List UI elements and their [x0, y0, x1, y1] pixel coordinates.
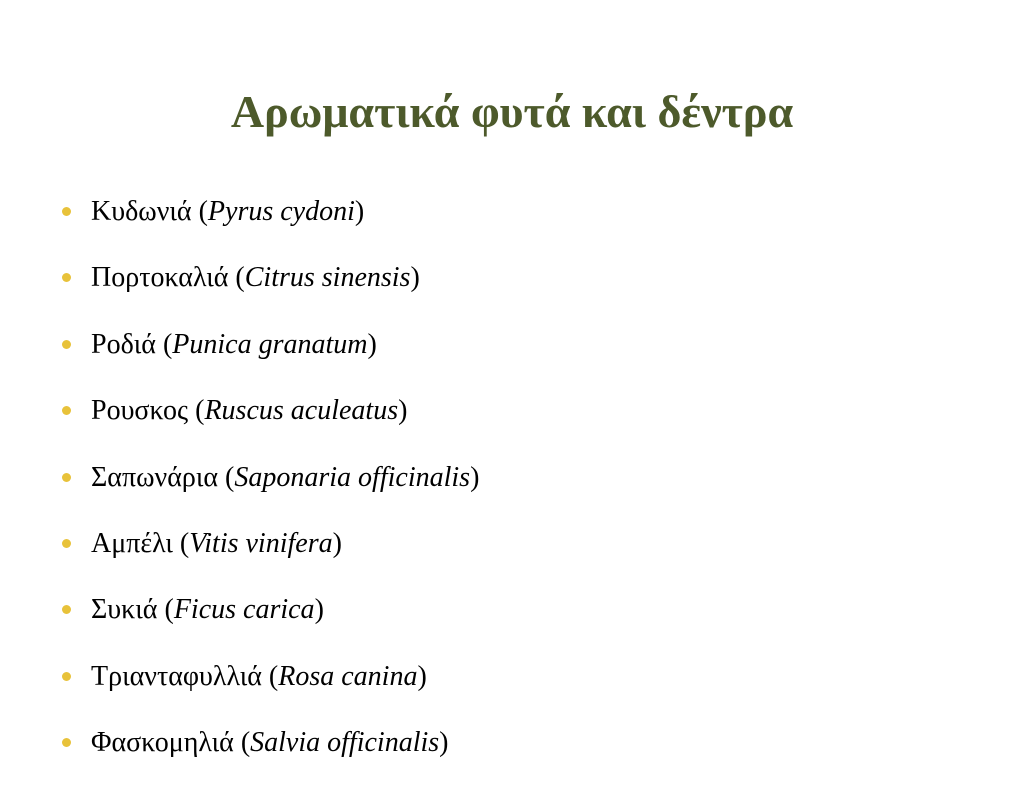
list-item — [62, 323, 479, 389]
item-text: Κυδωνιά (Pyrus cydoni) — [91, 196, 365, 227]
scientific-name: Rosa canina — [278, 660, 418, 692]
bullet-icon — [62, 473, 71, 482]
common-name: Ρουσκος — [91, 395, 189, 427]
bullet-icon — [62, 273, 71, 282]
list-item — [62, 588, 479, 654]
common-name: Συκιά — [91, 594, 158, 626]
item-text: Ρουσκος (Ruscus aculeatus) — [91, 395, 408, 427]
bullet-icon — [62, 605, 71, 614]
scientific-name: Vitis vinifera — [189, 527, 333, 559]
scientific-name: Ficus carica — [173, 594, 315, 626]
bullet-icon — [62, 207, 71, 216]
scientific-name: Salvia officinalis — [250, 727, 440, 759]
bullet-icon — [62, 738, 71, 747]
scientific-name: Ruscus aculeatus — [204, 395, 399, 427]
scientific-name: Citrus sinensis — [244, 262, 411, 294]
list-item — [62, 721, 479, 787]
list-item — [62, 522, 479, 588]
list-item — [62, 456, 479, 522]
common-name: Σαπωνάρια — [91, 461, 219, 493]
scientific-name: Punica granatum — [172, 328, 368, 360]
list-item — [62, 190, 479, 256]
bullet-icon — [62, 672, 71, 681]
scientific-name: Pyrus cydoni — [207, 196, 355, 227]
item-text: Σαπωνάρια (Saponaria officinalis) — [91, 461, 480, 493]
item-text: Συκιά (Ficus carica) — [91, 594, 324, 626]
slide-title: Αρωματικά φυτά και δέντρα — [230, 86, 794, 137]
common-name: Τριανταφυλλιά — [91, 660, 262, 692]
common-name: Αμπέλι — [91, 527, 173, 559]
plant-list — [62, 190, 479, 788]
common-name: Ροδιά — [91, 328, 156, 360]
bullet-icon — [62, 340, 71, 349]
common-name: Πορτοκαλιά — [91, 262, 229, 294]
common-name: Φασκομηλιά — [91, 727, 234, 759]
bullet-icon — [62, 539, 71, 548]
item-text: Φασκομηλιά (Salvia officinalis) — [91, 727, 449, 759]
list-item — [62, 389, 479, 455]
item-text: Τριανταφυλλιά (Rosa canina) — [91, 660, 427, 692]
common-name: Κυδωνιά — [91, 196, 192, 227]
list-item — [62, 256, 479, 322]
item-text: Πορτοκαλιά (Citrus sinensis) — [91, 262, 420, 294]
item-text: Αμπέλι (Vitis vinifera) — [91, 527, 342, 559]
item-text: Ροδιά (Punica granatum) — [91, 328, 377, 360]
scientific-name: Saponaria officinalis — [234, 461, 471, 493]
bullet-icon — [62, 406, 71, 415]
list-item — [62, 655, 479, 721]
